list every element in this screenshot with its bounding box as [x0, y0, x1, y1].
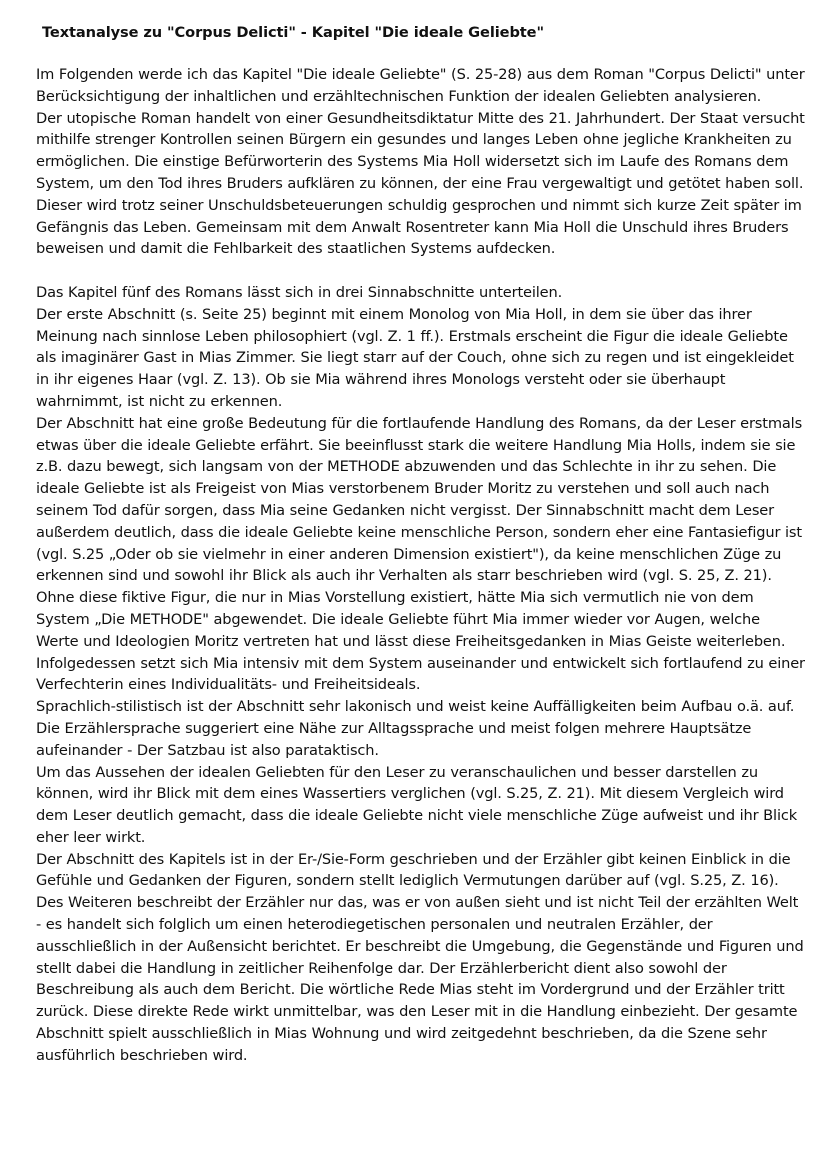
paragraph-significance: Der Abschnitt hat eine große Bedeutung für die fortlaufende Handlung des Romans, da der Leser erstmals etwas über die ideale Geliebte erfährt. Sie beeinflusst stark die weitere Handlung Mia Holls, indem sie sie z.B. dazu bewegt, sich langsam von der METHODE abzuwenden und das Schlechte in ihr zu sehen. Die ideale Geliebte ist als Freigeist von Mias verstorbenem Bruder Moritz zu verstehen und soll auch nach seinem Tod dafür sorgen, dass Mia seine Gedanken nicht vergisst. Der Sinnabschnitt macht dem Leser außerdem deutlich, dass die ideale Geliebte keine menschliche Person, sondern eher eine Fantasiefigur ist (vgl. S.25 „Oder ob sie vielmehr in einer anderen Dimension existiert"), da keine menschlichen Züge zu erkennen sind und sowohl ihr Blick als auch ihr Verhalten als starr beschrieben wird (vgl. S. 25, Z. 21). Ohne diese fiktive Figur, die nur in Mias Vorstellung existiert, hätte Mia sich vermutlich nie von dem System „Die METHODE" abgewendet. Die ideale Geliebte führt Mia immer wieder vor Augen, welche Werte und Ideologien Moritz vertreten hat und lässt diese Freiheitsgedanken in Mias Geiste weiterleben. Infolgedessen setzt sich Mia intensiv mit dem System auseinander und entwickelt sich fortlaufend zu einer Verfechterin eines Individualitäts- und Freiheitsideals.: [36, 414, 805, 694]
paragraph-first-section: Der erste Abschnitt (s. Seite 25) beginnt mit einem Monolog von Mia Holl, in dem sie über das ihrer Meinung nach sinnlose Leben philosophiert (vgl. Z. 1 ff.). Erstmals erscheint die Figur die ideale Geliebte als imaginärer Gast in Mias Zimmer. Sie liegt starr auf der Couch, ohne sich zu regen und ist eingekleidet in ihr eigenes Haar (vgl. Z. 13). Ob sie Mia während ihres Monologs versteht oder sie überhaupt wahrnimmt, ist nicht zu erkennen.: [36, 305, 794, 410]
document-page: [36, 22, 806, 1067]
document-title: Textanalyse zu "Corpus Delicti" - Kapitel "Die ideale Geliebte": [42, 24, 544, 41]
paragraph-summary: Der utopische Roman handelt von einer Gesundheitsdiktatur Mitte des 21. Jahrhundert. Der Staat versucht mithilfe strenger Kontrollen seinen Bürgern ein gesundes und langes Leben ohne jegliche Krankheiten zu ermöglichen. Die einstige Befürworterin des Systems Mia Holl widersetzt sich im Laufe des Romans dem System, um den Tod ihres Bruders aufklären zu können, der eine Frau vergewaltigt und getötet haben soll. Dieser wird trotz seiner Unschuldsbeteuerungen schuldig gesprochen und nimmt sich kurze Zeit später im Gefängnis das Leben. Gemeinsam mit dem Anwalt Rosentreter kann Mia Holl die Unschuld ihres Bruders beweisen und damit die Fehlbarkeit des staatlichen Systems aufdecken.: [36, 109, 805, 258]
paragraph-gap: [36, 260, 806, 282]
paragraph-intro: Im Folgenden werde ich das Kapitel "Die ideale Geliebte" (S. 25-28) aus dem Roman "Corpus Delicti" unter Berücksichtigung der inhaltlichen und erzähltechnischen Funktion der idealen Geliebten analysieren.: [36, 66, 805, 105]
paragraph-structure: Das Kapitel fünf des Romans lässt sich in drei Sinnabschnitte unterteilen.: [36, 283, 563, 301]
paragraph-style: Sprachlich-stilistisch ist der Abschnitt sehr lakonisch und weist keine Auffälligkeiten beim Aufbau o.ä. auf. Die Erzählersprache suggeriert eine Nähe zur Alltagssprache und meist folgen mehrere Hauptsätze aufeinander - Der Satzbau ist also parataktisch.: [36, 698, 795, 759]
paragraph-comparison: Um das Aussehen der idealen Geliebten für den Leser zu veranschaulichen und besser darstellen zu können, wird ihr Blick mit dem eines Wassertiers verglichen (vgl. S.25, Z. 21). Mit diesem Vergleich wird dem Leser deutlich gemacht, dass die ideale Geliebte nicht viele menschliche Züge aufweist und ihr Blick eher leer wirkt.: [36, 763, 798, 846]
paragraph-narrator: Der Abschnitt des Kapitels ist in der Er-/Sie-Form geschrieben und der Erzähler gibt keinen Einblick in die Gefühle und Gedanken der Figuren, sondern stellt lediglich Vermutungen darüber auf (vgl. S.25, Z. 16). Des Weiteren beschreibt der Erzähler nur das, was er von außen sieht und ist nicht Teil der erzählten Welt - es handelt sich folglich um einen heterodiegetischen personalen und neutralen Erzähler, der ausschließlich in der Außensicht berichtet. Er beschreibt die Umgebung, die Gegenstände und Figuren und stellt dabei die Handlung in zeitlicher Reihenfolge dar. Der Erzählerbericht dient also sowohl der Beschreibung als auch dem Bericht. Die wörtliche Rede Mias steht im Vordergrund und der Erzähler tritt zurück. Diese direkte Rede wirkt unmittelbar, was den Leser mit in die Handlung einbezieht. Der gesamte Abschnitt spielt ausschließlich in Mias Wohnung und wird zeitgedehnt beschrieben, da die Szene sehr ausführlich beschrieben wird.: [36, 850, 804, 1064]
